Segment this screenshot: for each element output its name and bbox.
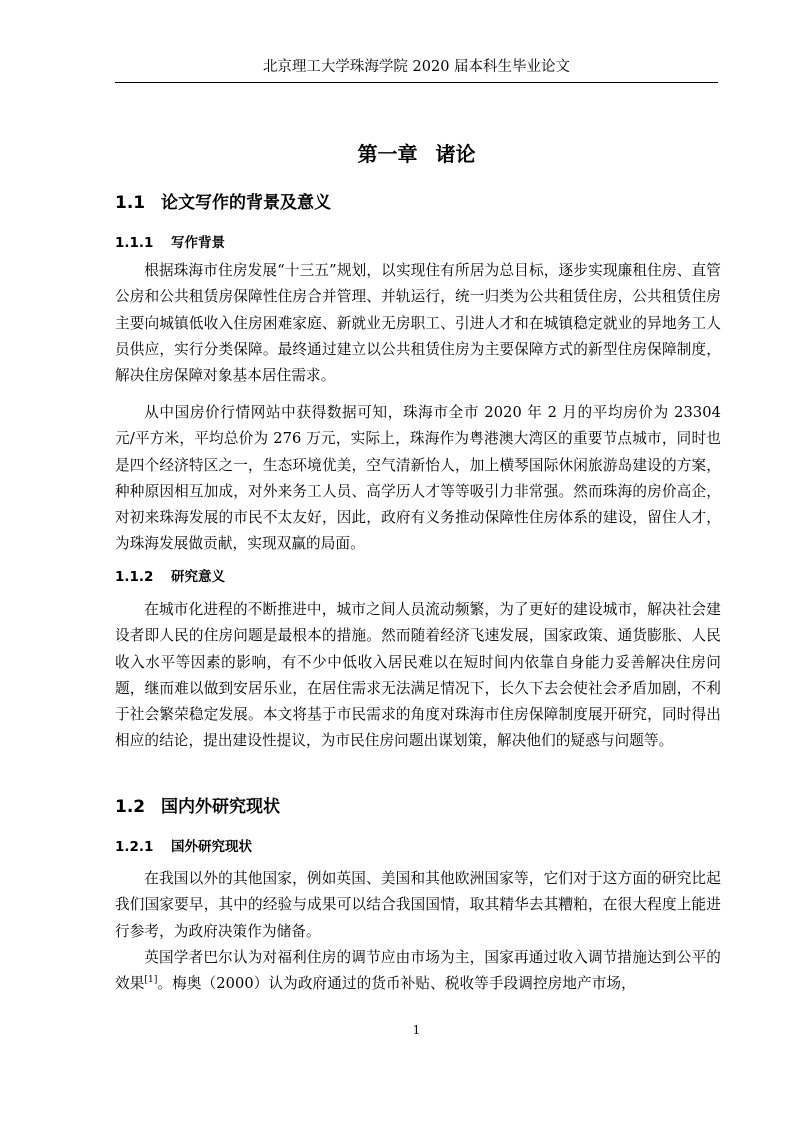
running-header: 北京理工大学珠海学院 2020 届本科生毕业论文 (262, 59, 571, 75)
subsection-title: 研究意义 (171, 569, 225, 585)
paragraph-background-1: 根据珠海市住房发展“十三五”规划，以实现住有所居为总目标，逐步实现廉租住房、直管公房和公共租赁房保障性住房合并管理、并轨运行，统一归类为公共租赁住房，公共租赁住房主要向城镇低收入住房困难家庭、新就业无房职工、引进人才和在城镇稳定就业的异地务工人员供应，实行分类保障。最终通过建立以公共租赁住房为主要保障方式的新型住房保障制度，解决住房保障对象基本居住需求。 (115, 262, 721, 385)
chapter-number: 第一章 (357, 142, 418, 166)
section-title: 论文写作的背景及意义 (161, 193, 331, 213)
section-heading-1-2 (115, 795, 280, 819)
citation-ref[interactable]: [1] (144, 975, 158, 986)
page-number: 1 (412, 1023, 421, 1037)
paragraph-background-2: 从中国房价行情网站中获得数据可知，珠海市全市 2020 年 2 月的平均房价为 23304 元/平方米，平均总价为 276 万元，实际上，珠海作为粤港澳大湾区的重要节点城市，同时也是四个经济特区之一，生态环境优美，空气清新怡人，加上横琴国际休闲旅游岛建设的方案，种种原因相互加成，对外来务工人员、高学历人才等等吸引力非常强。然而珠海的房价高企，对初来珠海发展的市民不太友好，因此，政府有义务推动保障性住房体系的建设，留住人才，为珠海发展做贡献，实现双赢的局面。 (115, 404, 721, 553)
subsection-title: 写作背景 (171, 235, 225, 251)
section-number: 1.2 (115, 797, 146, 817)
subsection-number: 1.1.1 (115, 235, 154, 251)
paragraph-foreign-research-2 (115, 945, 721, 998)
subsection-title: 国外研究现状 (171, 839, 252, 855)
subsection-number: 1.2.1 (115, 839, 154, 855)
paragraph-text: 。梅奥（2000）认为政府通过的货币补贴、税收等手段调控房地产市场， (157, 975, 636, 993)
header-rule (115, 82, 718, 83)
paragraph-significance: 在城市化进程的不断推进中，城市之间人员流动频繁，为了更好的建设城市，解决社会建设者即人民的住房问题是最根本的措施。然而随着经济飞速发展，国家政策、通货膨胀、人民收入水平等因素的影响，有不少中低收入居民难以在短时间内依靠自身能力妥善解决住房问题，继而难以做到安居乐业，在居住需求无法满足情况下，长久下去会使社会矛盾加剧，不利于社会繁荣稳定发展。本文将基于市民需求的角度对珠海市住房保障制度展开研究，同时得出相应的结论，提出建设性提议，为市民住房问题出谋划策，解决他们的疑惑与问题等。 (115, 601, 721, 750)
paragraph-foreign-research-1: 在我国以外的其他国家，例如英国、美国和其他欧洲国家等，它们对于这方面的研究比起我们国家要早，其中的经验与成果可以结合我国国情，取其精华去其糟粕，在很大程度上能进行参考，为政府决策作为储备。 (115, 870, 721, 940)
chapter-title (115, 140, 718, 168)
subsection-number: 1.1.2 (115, 569, 154, 585)
paragraph-text: 英国学者巴尔认为对福利住房的调节应由市场为主，国家再通过收入调节措施达到公平的效果 (115, 949, 721, 993)
section-title: 国内外研究现状 (161, 797, 280, 817)
section-number: 1.1 (115, 193, 146, 213)
subsection-heading-1-2-1 (115, 837, 252, 857)
subsection-heading-1-1-2 (115, 567, 225, 587)
chapter-name: 诸论 (435, 142, 476, 166)
section-heading-1-1 (115, 191, 331, 215)
subsection-heading-1-1-1 (115, 233, 225, 253)
